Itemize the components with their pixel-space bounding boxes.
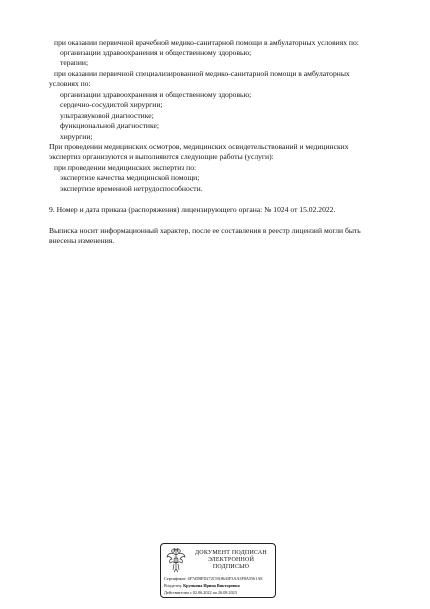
- double-headed-eagle-emblem-icon: [165, 547, 187, 573]
- stamp-title-line: ДОКУМЕНТ ПОДПИСАН: [195, 550, 267, 556]
- footnote-line: Выписка носит информационный характер, после ее составления в реестр лицензий могли быть: [49, 226, 361, 235]
- electronic-signature-stamp: [160, 543, 276, 598]
- text-line: экспертизе временной нетрудоспособности.: [60, 184, 203, 193]
- stamp-owner-row: [164, 583, 240, 588]
- order-line: 9. Номер и дата приказа (распоряжения) лицензирующего органа: № 1024 от 15.02.2022.: [49, 205, 336, 214]
- text-line: условиях по:: [49, 79, 91, 88]
- stamp-owner-label: Владелец:: [164, 583, 183, 588]
- stamp-certificate-row: [164, 576, 262, 581]
- stamp-title: [189, 550, 273, 571]
- text-line: При проведении медицинских осмотров, медицинских освидетельствований и медицинских: [49, 142, 349, 151]
- text-line: экспертиз организуются и выполняются следующие работы (услуги):: [49, 152, 274, 161]
- text-line: при проведении медицинских экспертиз по:: [54, 163, 197, 172]
- stamp-validity-value: 02.06.2022 по 26.08.2023: [192, 590, 237, 595]
- text-line: сердечно-сосудистой хирургии;: [60, 100, 163, 109]
- text-line: хирургии;: [60, 132, 93, 141]
- stamp-certificate-value: 4F7d5BFD272C9A8643F3AA3F8A5561A8: [187, 576, 263, 581]
- text-line: при оказании первичной врачебной медико-санитарной помощи в амбулаторных условиях по:: [54, 38, 359, 47]
- stamp-validity-row: [164, 590, 237, 595]
- stamp-owner-value: Крупкина Ирина Викторовна: [183, 583, 240, 588]
- text-line: ультразвуковой диагностике;: [60, 111, 154, 120]
- text-line: экспертизе качества медицинской помощи;: [60, 173, 200, 182]
- stamp-certificate-label: Сертификат:: [164, 576, 187, 581]
- text-line: организации здравоохранения и общественному здоровью;: [60, 90, 252, 99]
- footnote-line: внесены изменения.: [49, 236, 115, 245]
- text-line: организации здравоохранения и общественному здоровью;: [60, 48, 252, 57]
- stamp-validity-label: Действителен с: [164, 590, 192, 595]
- text-line: функциональной диагностике;: [60, 121, 159, 130]
- stamp-title-line: ЭЛЕКТРОННОЙ ПОДПИСЬЮ: [207, 557, 255, 570]
- text-line: терапии;: [60, 58, 89, 67]
- text-line: при оказании первичной специализированной медико-санитарной помощи в амбулаторных: [54, 69, 350, 78]
